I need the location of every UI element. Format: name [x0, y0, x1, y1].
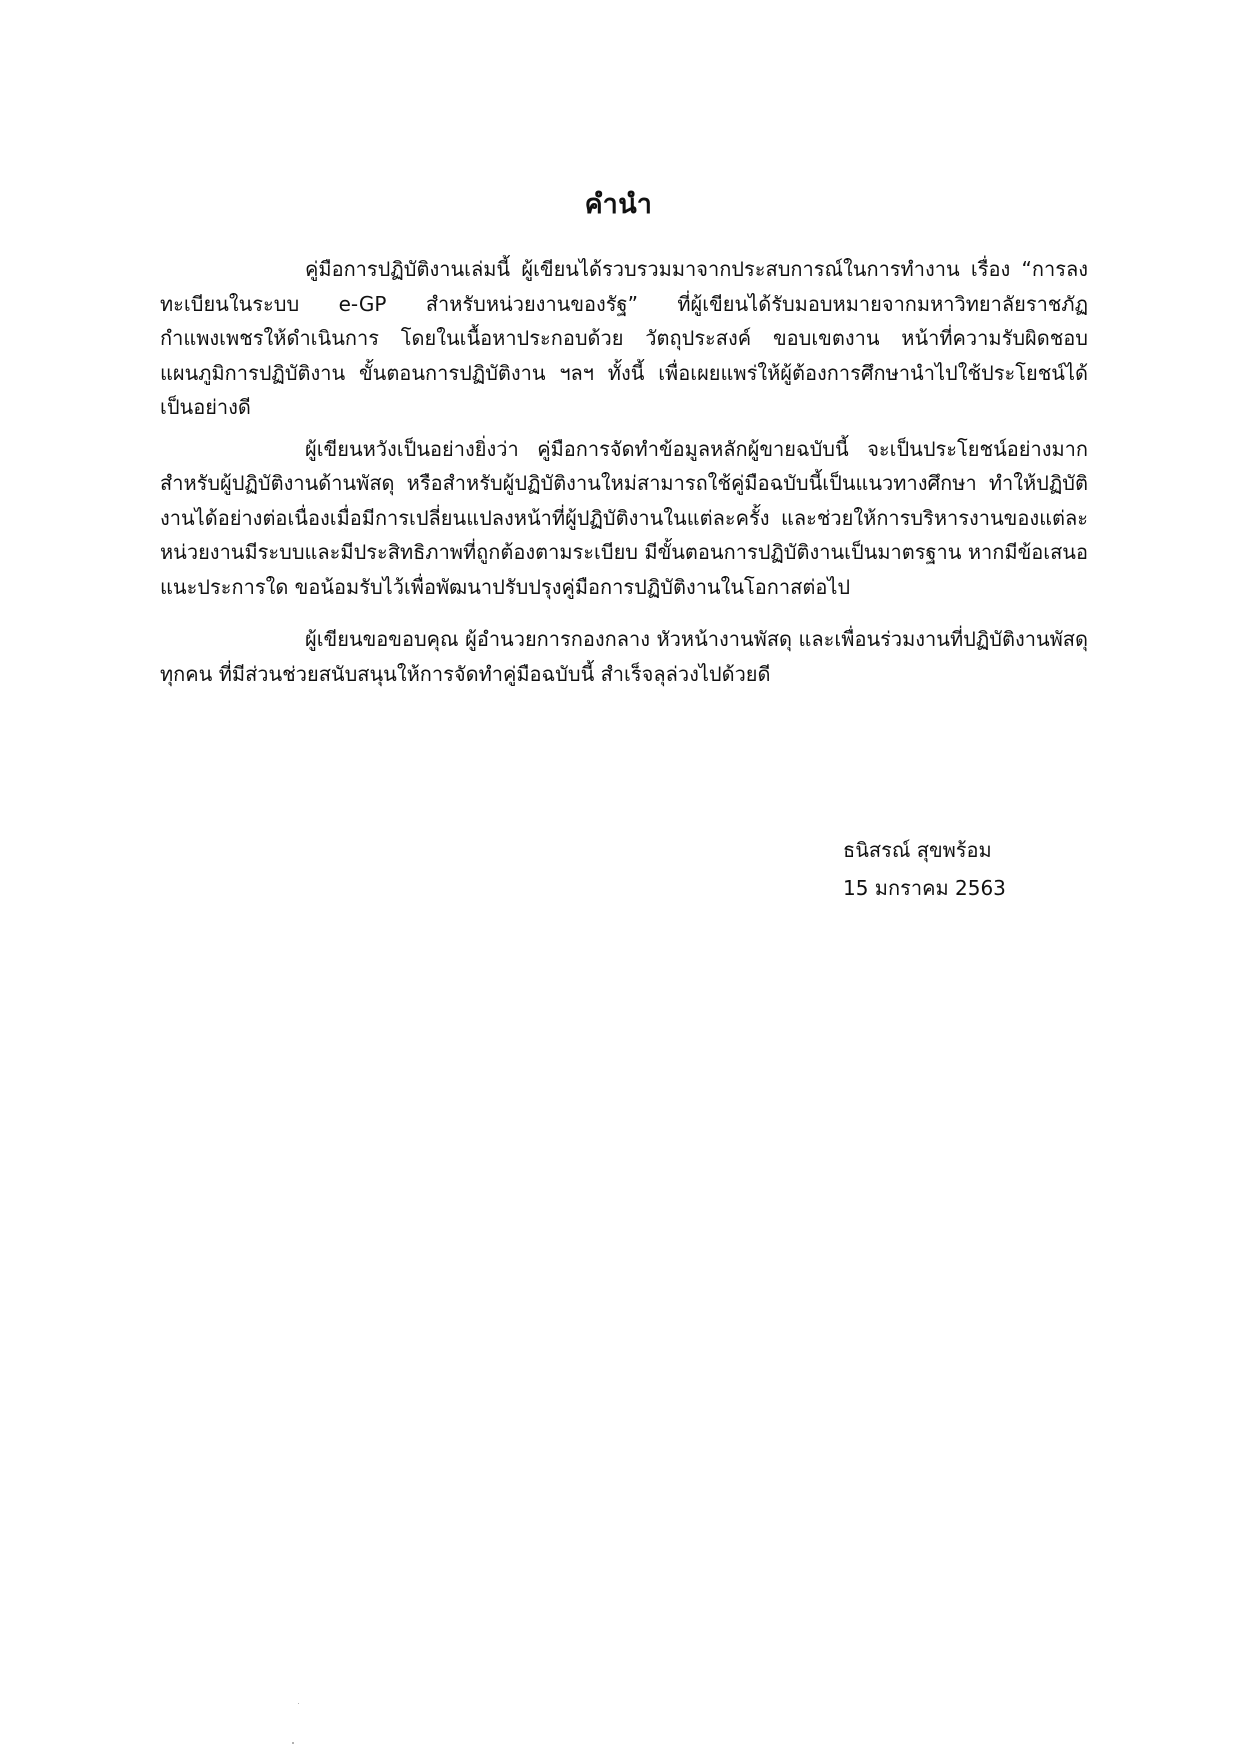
- author-name: ธนิสรณ์ สุขพร้อม: [843, 838, 992, 862]
- paragraph-intro: คู่มือการปฏิบัติงานเล่มนี้ ผู้เขียนได้รวบรวมมาจากประสบการณ์ในการทำงาน เรื่อง “การลงทะเบียนในระบบ e-GP สำหรับหน่วยงานของรัฐ” ที่ผู้เขียนได้รับมอบหมายจากมหาวิทยาลัยราชภัฏกำแพงเพชรให้ดำเนินการ โดยในเนื้อหาประกอบด้วย วัตถุประสงค์ ขอบเขตงาน หน้าที่ความรับผิดชอบ แผนภูมิการปฏิบัติงาน ขั้นตอนการปฏิบัติงาน ฯลฯ ทั้งนี้ เพื่อเผยแพร่ให้ผู้ต้องการศึกษานำไปใช้ประโยชน์ได้เป็นอย่างดี: [160, 257, 1088, 419]
- signature-block: [843, 831, 1006, 907]
- scan-speck: [292, 1742, 294, 1744]
- paragraph-acknowledgement: ผู้เขียนขอขอบคุณ ผู้อำนวยการกองกลาง หัวหน้างานพัสดุ และเพื่อนร่วมงานที่ปฏิบัติงานพัสดุทุกคน ที่มีส่วนช่วยสนับสนุนให้การจัดทำคู่มือฉบับนี้ สำเร็จลุล่วงไปด้วยดี: [160, 627, 1088, 686]
- paragraph-purpose: ผู้เขียนหวังเป็นอย่างยิ่งว่า คู่มือการจัดทำข้อมูลหลักผู้ขายฉบับนี้ จะเป็นประโยชน์อย่างมากสำหรับผู้ปฏิบัติงานด้านพัสดุ หรือสำหรับผู้ปฏิบัติงานใหม่สามารถใช้คู่มือฉบับนี้เป็นแนวทางศึกษา ทำให้ปฏิบัติงานได้อย่างต่อเนื่องเมื่อมีการเปลี่ยนแปลงหน้าที่ผู้ปฏิบัติงานในแต่ละครั้ง และช่วยให้การบริหารงานของแต่ละหน่วยงานมีระบบและมีประสิทธิภาพที่ถูกต้องตามระเบียบ มีขั้นตอนการปฏิบัติงานเป็นมาตรฐาน หากมีข้อเสนอแนะประการใด ขอน้อมรับไว้เพื่อพัฒนาปรับปรุงคู่มือการปฏิบัติงานในโอกาสต่อไป: [160, 436, 1088, 599]
- document-body: [160, 252, 1088, 691]
- page-title: คำนำ: [584, 189, 653, 220]
- scan-speck: [298, 1703, 299, 1704]
- signature-date: 15 มกราคม 2563: [843, 876, 1006, 900]
